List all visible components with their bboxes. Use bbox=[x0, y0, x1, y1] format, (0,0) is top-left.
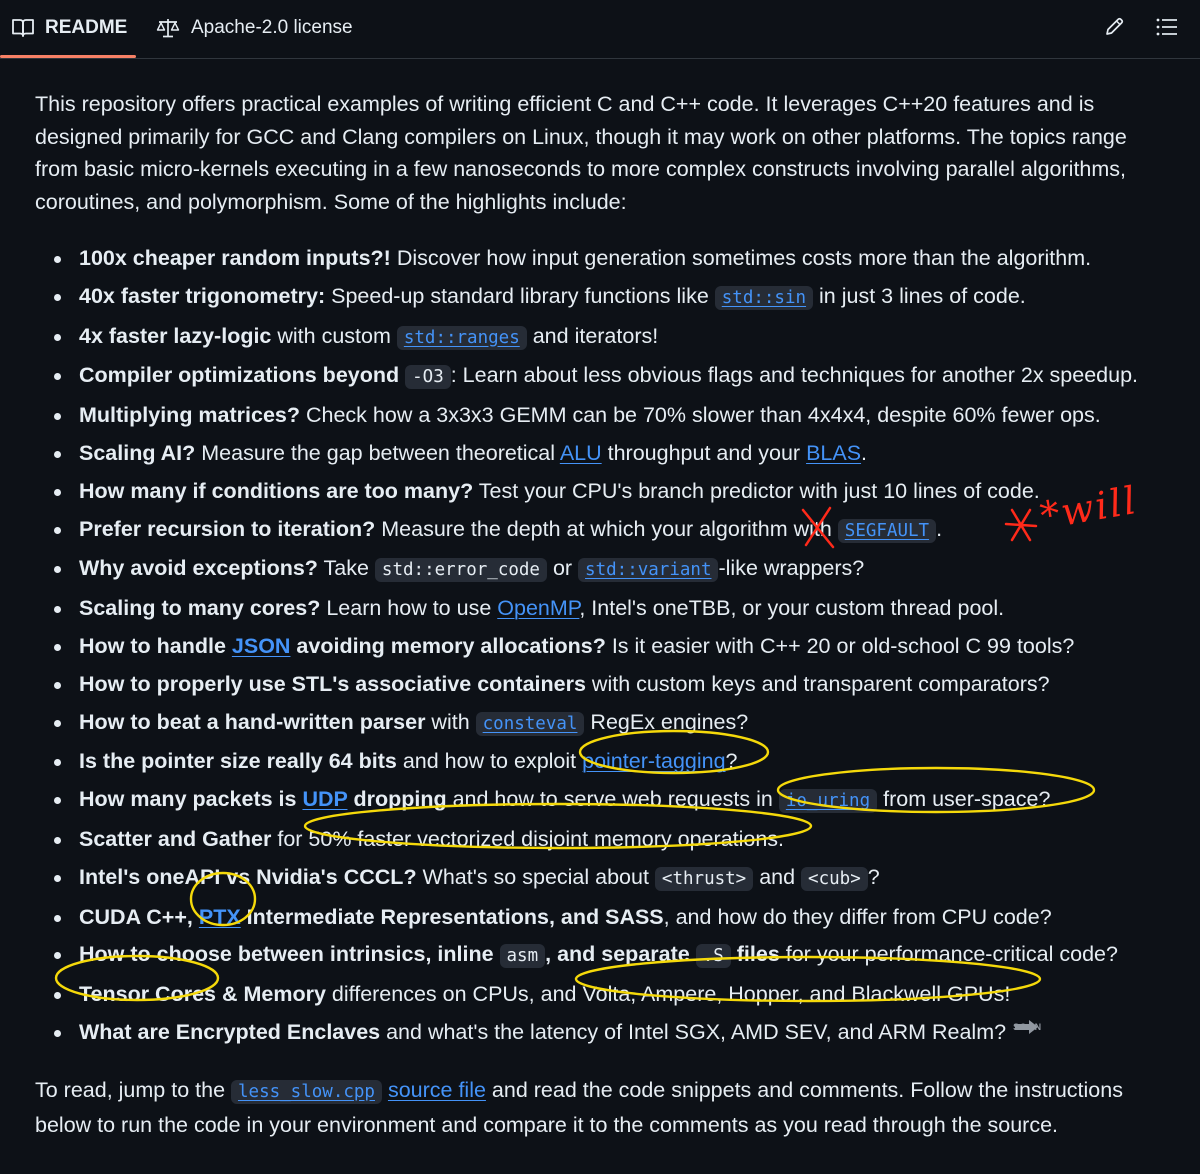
item-bold: Scaling to many cores? bbox=[79, 596, 321, 621]
outro-text: and read the code snippets and comments. Follow the instructions below to run the code in your environment and compare it to the comments as you read through the source. bbox=[35, 1077, 1123, 1137]
item-bold: 4x faster lazy-logic bbox=[79, 323, 272, 348]
code-link[interactable]: io_uring bbox=[779, 789, 877, 813]
item-bold: Prefer recursion to iteration? bbox=[79, 516, 376, 541]
item-text: ? bbox=[725, 749, 738, 774]
item-bold: How to handle bbox=[79, 633, 232, 658]
list-item bbox=[35, 590, 1175, 628]
inline-code: .S bbox=[696, 944, 731, 968]
list-item bbox=[35, 278, 1175, 318]
link-ptx[interactable]: PTX bbox=[198, 904, 241, 929]
item-text: Check how a 3x3x3 GEMM can be 70% slower than 4x4x4, despite 60% fewer ops. bbox=[300, 403, 1101, 428]
link-json[interactable]: JSON bbox=[231, 633, 291, 658]
outro-paragraph bbox=[35, 1074, 1175, 1142]
list-item bbox=[35, 899, 1175, 937]
list-item bbox=[35, 357, 1175, 397]
item-bold: files bbox=[730, 942, 780, 967]
list-item bbox=[35, 550, 1175, 590]
list-item bbox=[35, 704, 1175, 744]
readme-tab-bar bbox=[0, 0, 1200, 59]
list-item bbox=[35, 435, 1175, 473]
code-link[interactable]: consteval bbox=[476, 712, 585, 736]
list-item bbox=[35, 473, 1175, 511]
item-bold: Why avoid exceptions? bbox=[79, 556, 318, 581]
list-item bbox=[35, 821, 1175, 859]
item-text: Measure the gap between theoretical bbox=[195, 440, 560, 465]
inline-code: asm bbox=[500, 944, 546, 968]
readme-content bbox=[35, 88, 1175, 1142]
handwritten-note: *will bbox=[1036, 477, 1142, 539]
item-text: RegEx engines? bbox=[584, 709, 749, 734]
item-text: Discover how input generation sometimes costs more than the algorithm. bbox=[390, 246, 1092, 270]
item-bold: Compiler optimizations beyond bbox=[79, 363, 400, 388]
item-bold: avoiding memory allocations? bbox=[290, 633, 606, 658]
item-text: : Learn about less obvious flags and techniques for another 2x speedup. bbox=[450, 363, 1139, 388]
item-bold: How many if conditions are too many? bbox=[79, 478, 474, 503]
item-text: Take bbox=[317, 556, 375, 581]
inline-code: -O3 bbox=[405, 365, 451, 389]
item-text: -like wrappers? bbox=[718, 556, 865, 581]
item-bold: Intermediate Representations, and SASS bbox=[240, 904, 664, 929]
item-bold: Intel's oneAPI vs Nvidia's CCCL? bbox=[79, 864, 417, 889]
item-bold: CUDA C++, bbox=[79, 904, 199, 929]
list-item bbox=[35, 511, 1175, 551]
item-text: Measure the depth at which your algorithm with bbox=[375, 516, 838, 541]
soon-label: SOON bbox=[1013, 1022, 1042, 1033]
link-blas[interactable]: BLAS bbox=[806, 440, 862, 465]
item-text: , and how do they differ from CPU code? bbox=[663, 904, 1052, 929]
code-link[interactable]: SEGFAULT bbox=[838, 519, 936, 543]
item-text: differences on CPUs, and Volta, Ampere, Hopper, and Blackwell GPUs! bbox=[325, 982, 1011, 1007]
list-item bbox=[35, 936, 1175, 976]
list-item bbox=[35, 397, 1175, 435]
list-outline-icon bbox=[1155, 16, 1179, 38]
outro-text: To read, jump to the bbox=[35, 1077, 231, 1102]
item-text: Learn how to use bbox=[320, 596, 498, 621]
item-text: and how to serve web requests in bbox=[446, 787, 779, 812]
link-openmp[interactable]: OpenMP bbox=[497, 596, 580, 621]
item-text: Speed-up standard library functions like bbox=[325, 283, 715, 308]
list-item bbox=[35, 976, 1175, 1014]
item-text: , Intel's oneTBB, or your custom thread pool. bbox=[579, 596, 1005, 621]
item-text: with custom keys and transparent comparators? bbox=[585, 671, 1050, 696]
item-bold: What are Encrypted Enclaves bbox=[79, 1019, 381, 1044]
item-bold: , and separate bbox=[545, 942, 696, 967]
item-bold: Scatter and Gather bbox=[79, 826, 272, 851]
item-text: or bbox=[546, 556, 579, 581]
code-link[interactable]: std::variant bbox=[578, 558, 718, 582]
book-icon bbox=[12, 18, 34, 38]
code-link[interactable]: std::ranges bbox=[397, 326, 527, 350]
item-bold: How to beat a hand-written parser bbox=[79, 709, 426, 734]
intro-paragraph: This repository offers practical examples of writing efficient C and C++ code. It leverages C++20 features and is designed primarily for GCC and Clang compilers on Linux, though it may work on other platforms. The topics range from basic micro-kernels executing in a few nanoseconds to more complex constructs involving parallel algorithms, coroutines, and polymorphism. Some of the highlights include: bbox=[35, 92, 1127, 214]
item-text: Test your CPU's branch predictor with just 10 lines of code. bbox=[473, 478, 1040, 503]
list-item bbox=[35, 666, 1175, 704]
link-udp[interactable]: UDP bbox=[302, 787, 348, 812]
link-alu[interactable]: ALU bbox=[559, 440, 602, 465]
list-item bbox=[35, 781, 1175, 821]
item-bold: dropping bbox=[347, 787, 447, 812]
item-text: and how to exploit bbox=[396, 749, 583, 774]
code-link[interactable]: less_slow.cpp bbox=[231, 1080, 382, 1104]
item-bold: How to choose between intrinsics, inline bbox=[79, 942, 500, 967]
inline-code: std::error_code bbox=[375, 558, 547, 582]
coming-soon-badge bbox=[1012, 1019, 1042, 1047]
code-link[interactable]: std::sin bbox=[715, 286, 813, 310]
list-item bbox=[35, 1014, 1175, 1052]
highlights-list bbox=[35, 240, 1175, 1052]
item-text: ? bbox=[867, 864, 880, 889]
pencil-icon bbox=[1103, 16, 1125, 38]
active-tab-indicator bbox=[0, 55, 136, 58]
item-bold: Multiplying matrices? bbox=[79, 403, 301, 428]
item-text: . bbox=[861, 440, 868, 465]
item-text: with custom bbox=[271, 323, 397, 348]
item-bold: Scaling AI? bbox=[79, 440, 196, 465]
tab-license-label: Apache-2.0 license bbox=[191, 17, 353, 38]
tab-readme-label: README bbox=[45, 17, 128, 38]
list-item bbox=[35, 240, 1175, 278]
item-text: and bbox=[753, 864, 802, 889]
tab-readme[interactable] bbox=[12, 0, 127, 56]
outline-button[interactable] bbox=[1154, 14, 1180, 40]
item-bold: Tensor Cores & Memory bbox=[79, 982, 326, 1007]
item-text: in just 3 lines of code. bbox=[813, 283, 1026, 308]
link-pointer-tagging[interactable]: pointer-tagging bbox=[582, 749, 726, 774]
item-text: Is it easier with C++ 20 or old-school C 99 tools? bbox=[605, 633, 1075, 658]
item-text: What's so special about bbox=[416, 864, 655, 889]
item-text: and what's the latency of Intel SGX, AMD SEV, and ARM Realm? bbox=[380, 1019, 1007, 1044]
list-item bbox=[35, 743, 1175, 781]
item-text: from user-space? bbox=[877, 787, 1051, 812]
link-source-file[interactable]: source file bbox=[387, 1077, 486, 1102]
list-item bbox=[35, 859, 1175, 899]
law-scale-icon bbox=[156, 17, 180, 39]
item-bold: 100x cheaper random inputs?! bbox=[79, 246, 391, 270]
item-text: . bbox=[936, 516, 943, 541]
item-bold: 40x faster trigonometry: bbox=[79, 283, 326, 308]
item-text: for 50% faster vectorized disjoint memory operations. bbox=[271, 826, 785, 851]
item-bold: Is the pointer size really 64 bits bbox=[79, 749, 397, 774]
tab-license[interactable] bbox=[156, 0, 353, 56]
list-item bbox=[35, 628, 1175, 666]
item-bold: How many packets is bbox=[79, 787, 303, 812]
item-text: with bbox=[425, 709, 476, 734]
list-item bbox=[35, 318, 1175, 358]
item-text: for your performance-critical code? bbox=[779, 942, 1118, 967]
item-text: throughput and your bbox=[601, 440, 807, 465]
inline-code: <thrust> bbox=[655, 867, 753, 891]
item-text: and iterators! bbox=[526, 323, 659, 348]
item-bold: How to properly use STL's associative containers bbox=[79, 671, 586, 696]
edit-file-button[interactable] bbox=[1101, 14, 1127, 40]
inline-code: <cub> bbox=[801, 867, 868, 891]
